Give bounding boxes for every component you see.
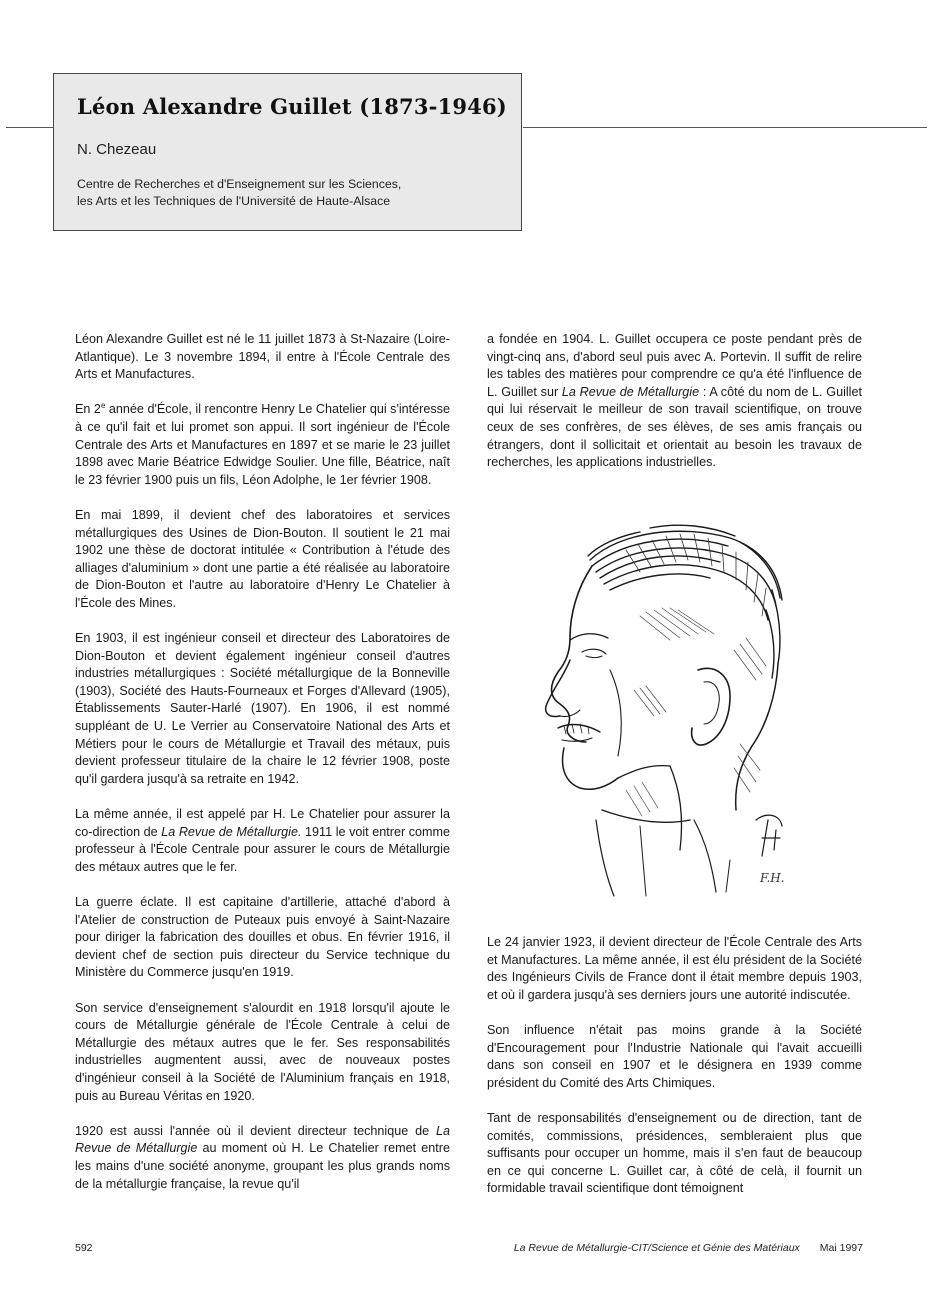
paragraph-1923: Le 24 janvier 1923, il devient directeur de l'École Centrale des Arts et Manufactures. La même année, il est élu président de la Société des Ingénieurs Civils de France dont il était membre depuis 1903, et où il gardera jusqu'à ses derniers jours une autorité indiscutée.: [487, 935, 862, 1002]
article-header-box: [53, 73, 522, 231]
author-name: N. Chezeau: [77, 141, 157, 158]
header-rule-right: [523, 127, 927, 128]
paragraph-1903: En 1903, il est ingénieur conseil et directeur des Laboratoires de Dion-Bouton et devient également ingénieur conseil d'autres industries métallurgiques : Société métallurgique de la Bonneville (1903), Société des Hauts-Fourneaux et Forges d'Allevard (1905), Établissements Sauter-Harlé (1907). En 1906, il est nommé suppléant de U. Le Verrier au Conservatoire National des Arts et Métiers pour le cours de Métallurgie et Travail des métaux, puis devient professeur titulaire de la chaire le 12 février 1908, poste qu'il gardera jusqu'à sa retraite en 1942.: [75, 631, 450, 786]
portrait-signature: F.H.: [760, 871, 785, 885]
paragraph-encouragement: Son influence n'était pas moins grande à la Société d'Encouragement pour l'Industrie Nationale qui l'avait accueilli dans son conseil en 1907 et le désignera en 1939 comme président du Comité des Arts Chimiques.: [487, 1022, 862, 1090]
issue-date: Mai 1997: [819, 1242, 863, 1254]
left-column: [75, 331, 450, 1193]
journal-name: La Revue de Métallurgie-CIT/Science et Génie des Matériaux: [513, 1242, 800, 1254]
footer-journal: [514, 1242, 863, 1254]
paragraph-revue-influence: a fondée en 1904. L. Guillet occupera ce poste pendant près de vingt-cinq ans, d'abord seul puis avec A. Portevin. Il suffit de relire les tables des matières pour comprendre ce qu'a été l'influence de L. Guillet sur La Revue de Métallurgie : A côté du nom de L. Guillet qui lui réservait le meilleur de son travail scientifique, on trouve ceux de ses confrères, de ses élèves, de ses amis français ou étrangers, dont il sollicitait et orientait au besoin les travaux de recherches, les applications industrielles.: [487, 332, 862, 470]
paragraph-1920: 1920 est aussi l'année où il devient directeur technique de La Revue de Métallurgie au moment où H. Le Chatelier remet entre les mains d'une société anonyme, groupant les plus grands noms de la métallurgie française, la revue qu'il: [75, 1123, 450, 1191]
right-column-top: [487, 331, 862, 472]
article-title: Léon Alexandre Guillet (1873-1946): [77, 94, 507, 119]
header-rule-left: [6, 127, 54, 128]
paragraph-studies: En 2e année d'École, il rencontre Henry Le Chatelier qui s'intéresse à ce qu'il fait et lui promet son appui. Il sort ingénieur de l'École Centrale des Arts et Manufactures en 1897 et se marie le 23 juillet 1898 avec Marie Béatrice Edwidge Soulier. Une fille, Béatrice, naît le 23 février 1900 puis un fils, Léon Adolphe, le 1er février 1908.: [75, 401, 450, 487]
paragraph-responsibilities: Tant de responsabilités d'enseignement ou de direction, tant de comités, commissions, présidences, sembleraient plus que suffisants pour occuper un homme, mais il s'en faut de beaucoup en ce qui concerne L. Guillet car, à côté de celà, il fournit un formidable travail scientifique dont témoignent: [487, 1110, 862, 1196]
paragraph-revue-codirection: La même année, il est appelé par H. Le Chatelier pour assurer la co-direction de La Revue de Métallurgie. 1911 le voit entrer comme professeur à l'École Centrale pour assurer le cours de Métallurgie des métaux autres que le fer.: [75, 807, 450, 874]
right-column-bottom: [487, 934, 862, 1198]
affiliation-line-2: les Arts et les Techniques de l'Université de Haute-Alsace: [77, 194, 391, 208]
paragraph-1918: Son service d'enseignement s'alourdit en 1918 lorsqu'il ajoute le cours de Métallurgie générale de l'École Centrale à celui de Métallurgie des métaux autres que le fer. Ses responsabilités industrielles augmentent aussi, avec de nouveaux postes d'ingénieur conseil à la Société de l'Aluminium français en 1918, puis au Bureau Véritas en 1920.: [75, 1000, 450, 1103]
page-number: 592: [75, 1242, 93, 1254]
paragraph-dion-bouton: En mai 1899, il devient chef des laboratoires et services métallurgiques des Usines de Dion-Bouton. Il soutient le 21 mai 1902 une thèse de doctorat intitulée « Contribution à l'étude des alliages d'aluminium » dont une partie a été réalisée au laboratoire de Dion-Bouton et l'autre au laboratoire d'Henry Le Chatelier à l'École des Mines.: [75, 507, 450, 610]
paragraph-birth: Léon Alexandre Guillet est né le 11 juillet 1873 à St-Nazaire (Loire-Atlantique). Le 3 novembre 1894, il entre à l'École Centrale des Arts et Manufactures.: [75, 332, 450, 382]
portrait-sketch: [530, 520, 795, 900]
paragraph-war: La guerre éclate. Il est capitaine d'artillerie, attaché d'abord à l'Atelier de construction de Puteaux puis envoyé à Saint-Nazaire pour diriger la fabrication des douilles et obus. En février 1916, il devient chef de section puis directeur du Service technique du Ministère du Commerce jusqu'en 1919.: [75, 895, 450, 980]
author-affiliation: [77, 176, 517, 210]
affiliation-line-1: Centre de Recherches et d'Enseignement sur les Sciences,: [77, 177, 402, 191]
